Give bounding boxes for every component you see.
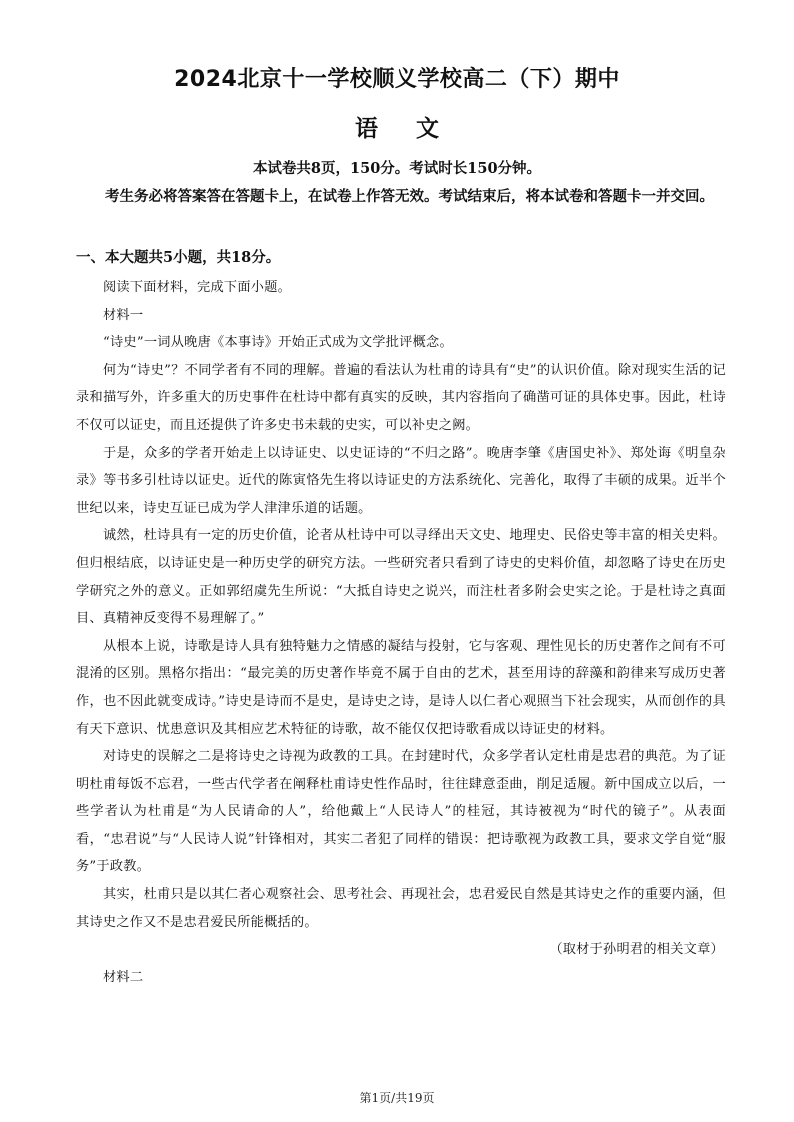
material-label: 材料二: [103, 969, 144, 985]
paragraph: 何为“诗史”？不同学者有不同的理解。普遍的看法认为杜甫的诗具有“史”的认识价值。除对现实生活的记录和描写外，许多重大的历史事件在杜诗中都有真实的反映，其内容指向了确凿可证的具体史事。因此，杜诗不仅可以证史，而且还提供了许多史书未载的史实，可以补史之阙。: [76, 362, 726, 433]
paragraph: 于是，众多的学者开始走上以诗证史、以史证诗的“不归之路”。晚唐李肇《唐国史补》、郑处诲《明皇杂录》等书多引杜诗以证史。近代的陈寅恪先生将以诗证史的方法系统化、完善化，取得了丰硕的成果。近半个世纪以来，诗史互证已成为学人津津乐道的话题。: [76, 445, 726, 516]
source-citation: （取材于孙明君的相关文章）: [549, 942, 724, 958]
paragraph: 从根本上说，诗歌是诗人具有独特魅力之情感的凝结与投射，它与客观、理性见长的历史著作之间有不可混淆的区别。黑格尔指出：“最完美的历史著作毕竟不属于自由的艺术，甚至用诗的辞藻和韵律来写成历史著作，也不因此就变成诗。”诗史是诗而不是史，是诗史之诗，是诗人以仁者心观照当下社会现实，从而创作的具有天下意识、忧患意识及其相应艺术特征的诗歌，故不能仅仅把诗歌看成以诗证史的材料。: [76, 638, 726, 737]
paragraph: 其实，杜甫只是以其仁者心观察社会、思考社会、再现社会，忠君爱民自然是其诗史之作的重要内涵，但其诗史之作又不是忠君爱民所能概括的。: [76, 887, 726, 930]
exam-notice: 考生务必将答案答在答题卡上，在试卷上作答无效。考试结束后，将本试卷和答题卡一并交回。: [105, 188, 714, 205]
exam-meta: 本试卷共8页，150分。考试时长150分钟。: [252, 160, 542, 177]
subject-title: 语文: [355, 116, 477, 142]
page-number: 第1页/共19页: [359, 1091, 435, 1105]
instruction: 阅读下面材料，完成下面小题。: [103, 280, 292, 295]
reading-material: [76, 274, 726, 991]
section-heading: 一、本大题共5小题，共18分。: [76, 249, 281, 266]
material-label: 材料一: [103, 307, 144, 323]
exam-title: 2024北京十一学校顺义学校高二（下）期中: [174, 67, 620, 92]
paragraph: 诚然，杜诗具有一定的历史价值，论者从杜诗中可以寻绎出天文史、地理史、民俗史等丰富的相关史料。但归根结底，以诗证史是一种历史学的研究方法。一些研究者只看到了诗史的史料价值，却忽略了诗史在历史学研究之外的意义。正如郭绍虞先生所说：“大抵自诗史之说兴，而注杜者多附会史实之论。于是杜诗之真面目、真精神反变得不易理解了。”: [76, 528, 726, 627]
paragraph: “诗史”一词从晚唐《本事诗》开始正式成为文学批评概念。: [103, 335, 453, 351]
paragraph: 对诗史的误解之二是将诗史之诗视为政教的工具。在封建时代，众多学者认定杜甫是忠君的典范。为了证明杜甫每饭不忘君，一些古代学者在阐释杜甫诗史性作品时，往往肆意歪曲，削足适履。新中国成立以后，一些学者认为杜甫是“为人民请命的人”，给他戴上“人民诗人”的桂冠，其诗被视为“时代的镜子”。从表面看，“忠君说”与“人民诗人说”针锋相对，其实二者犯了同样的错误：把诗歌视为政教工具，要求文学自觉“服务”于政教。: [76, 749, 726, 875]
